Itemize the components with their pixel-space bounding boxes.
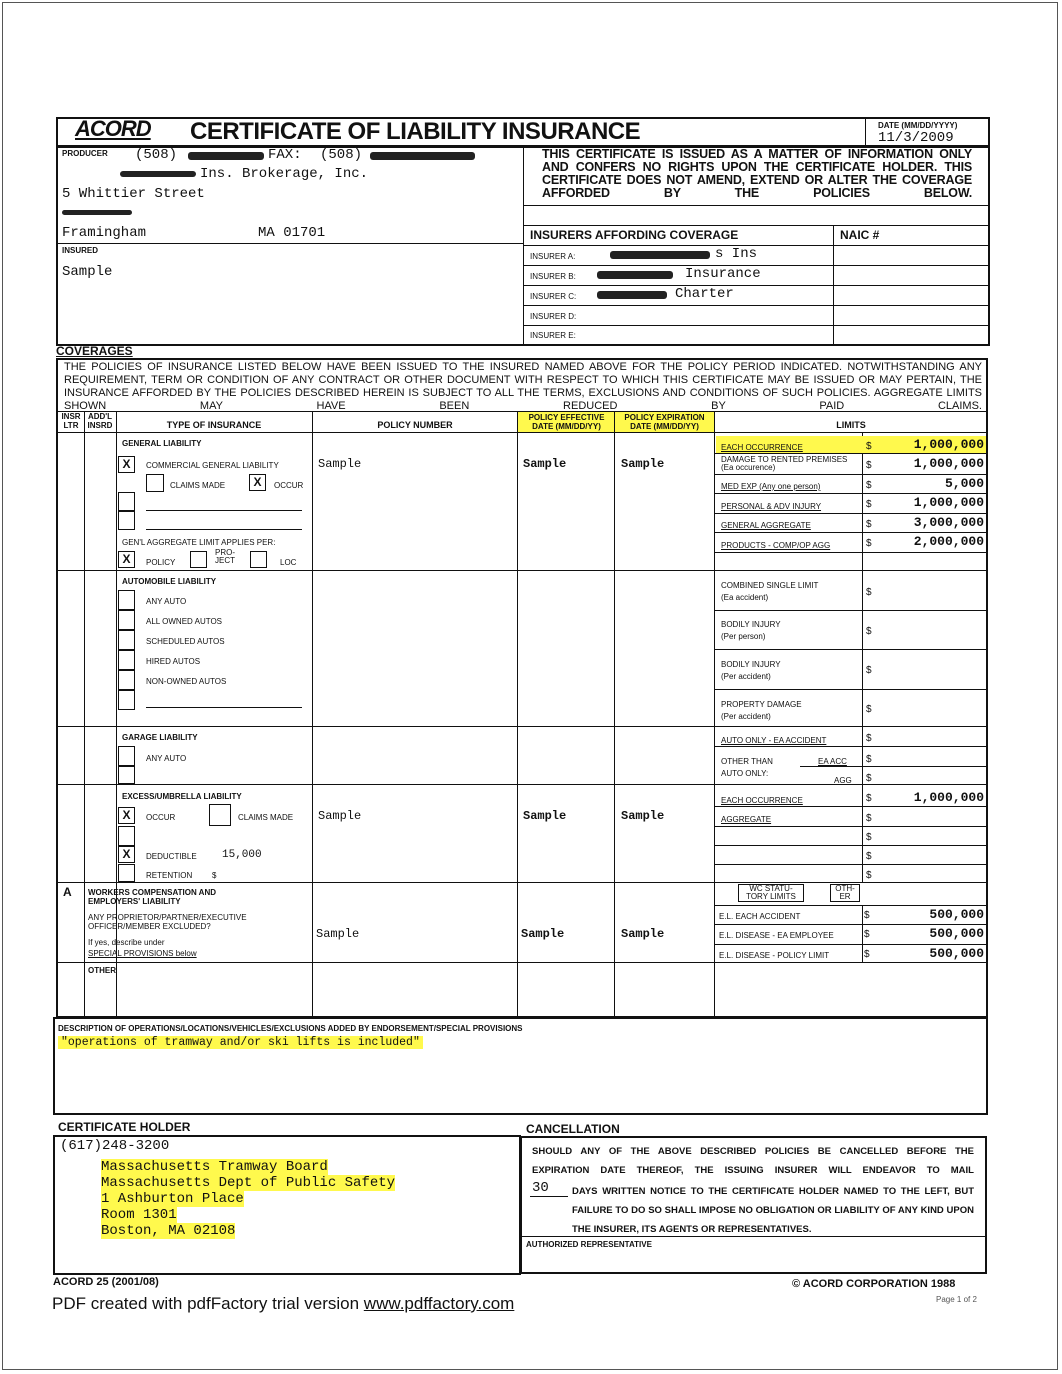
garage-auto-only-label: AUTO ONLY - EA ACCIDENT xyxy=(721,736,827,745)
cancellation-text-1: SHOULD ANY OF THE ABOVE DESCRIBED POLICIES BE CANCELLED BEFORE THE EXPIRATION DATE THEREOF, THE ISSUING INSURER WILL ENDEAVOR TO MAIL xyxy=(532,1146,974,1176)
loc-label: LOC xyxy=(280,558,297,567)
dollar-sign: $ xyxy=(866,832,872,843)
dollar-sign: $ xyxy=(866,626,872,637)
insurer-c-label: INSURER C: xyxy=(530,292,577,301)
limit-row-line xyxy=(715,493,987,494)
garage-any-auto-checkbox[interactable] xyxy=(118,746,135,766)
garage-auto-only2-label: AUTO ONLY: xyxy=(721,769,769,778)
policy-label: POLICY xyxy=(146,558,176,567)
wc-other-box: OTH-ER xyxy=(830,884,860,902)
insurer-a-name: s Ins xyxy=(715,246,758,262)
insurer-e-label: INSURER E: xyxy=(530,331,576,340)
excess-limit-label: EACH OCCURRENCE xyxy=(721,796,803,805)
redaction-mark xyxy=(120,171,196,177)
holder-line: Boston, MA 02108 xyxy=(101,1223,236,1239)
auto-blank-line xyxy=(146,707,302,708)
limit-row-line xyxy=(715,845,987,846)
insurers-header-line xyxy=(524,225,989,226)
gl-policy-number: Sample xyxy=(318,457,362,471)
gl-blank-line xyxy=(146,529,302,530)
excess-occur-label: OCCUR xyxy=(146,813,176,822)
acord-logo: ACORD xyxy=(75,116,151,141)
gl-limit-value: 3,000,000 xyxy=(913,515,984,530)
garage-liability-title: GARAGE LIABILITY xyxy=(122,733,198,742)
auto-option-label: ALL OWNED AUTOS xyxy=(146,617,223,626)
insurer-b-name: Insurance xyxy=(685,266,761,282)
excess-occur-checkbox[interactable]: X xyxy=(118,807,135,824)
excess-claims-made-checkbox[interactable] xyxy=(209,804,231,826)
col-expiration: POLICY EXPIRATION DATE (MM/DD/YY) xyxy=(624,413,705,431)
general-liability-title: GENERAL LIABILITY xyxy=(122,439,202,448)
garage-ea-acc-label: EA ACC xyxy=(818,757,847,766)
authorized-label: AUTHORIZED REPRESENTATIVE xyxy=(526,1240,652,1249)
workers-comp-title: WORKERS COMPENSATION AND EMPLOYERS' LIABILITY xyxy=(88,888,216,906)
date-label: DATE (MM/DD/YYYY) xyxy=(878,121,958,130)
excess-effective-date: Sample xyxy=(523,809,567,823)
col-line xyxy=(614,411,615,1017)
dollar-sign: $ xyxy=(866,441,872,452)
gl-expiration-date: Sample xyxy=(621,457,665,471)
dollar-sign: $ xyxy=(866,519,872,530)
garage-option-checkbox[interactable] xyxy=(118,766,135,784)
auto-option-checkbox[interactable] xyxy=(118,670,135,690)
coverages-heading: COVERAGES xyxy=(56,344,133,358)
col-header-bottom xyxy=(57,432,987,433)
cancellation-days: 30 xyxy=(532,1180,549,1196)
dollar-sign: $ xyxy=(866,460,872,471)
description-label: DESCRIPTION OF OPERATIONS/LOCATIONS/VEHICLES/EXCLUSIONS ADDED BY ENDORSEMENT/SPECIAL PROVISIONS xyxy=(58,1024,523,1033)
form-number: ACORD 25 (2001/08) xyxy=(53,1276,159,1288)
gl-effective-date: Sample xyxy=(523,457,567,471)
col-type: TYPE OF INSURANCE xyxy=(166,420,262,430)
workers-limit-value: 500,000 xyxy=(929,946,984,961)
dollar-sign: $ xyxy=(866,733,872,744)
insurer-row-line xyxy=(524,285,989,286)
workers-limit-value: 500,000 xyxy=(929,926,984,941)
section-line xyxy=(57,882,987,883)
auto-limit-sub: (Per person) xyxy=(721,632,766,641)
auto-limit-sub: (Per accident) xyxy=(721,712,771,721)
workers-if-yes: If yes, describe under xyxy=(88,938,165,947)
col-line xyxy=(714,411,715,1017)
project-label: PRO-JECT xyxy=(215,548,235,565)
gl-limit-label: PRODUCTS - COMP/OP AGG xyxy=(721,541,831,550)
cgl-checkbox[interactable]: X xyxy=(118,456,135,473)
cancellation-label: CANCELLATION xyxy=(526,1122,620,1136)
page-number: Page 1 of 2 xyxy=(936,1295,977,1304)
col-policy-number: POLICY NUMBER xyxy=(377,420,453,430)
limit-row-line xyxy=(715,532,987,533)
auto-limit-sub: (Per accident) xyxy=(721,672,771,681)
dollar-sign: $ xyxy=(866,851,872,862)
gl-limit-value: 2,000,000 xyxy=(913,534,984,549)
certificate-date: 11/3/2009 xyxy=(878,130,954,146)
top-divider xyxy=(523,147,524,345)
claims-made-label: CLAIMS MADE xyxy=(170,481,226,490)
auto-limit-label: BODILY INJURY xyxy=(721,660,781,669)
workers-effective-date: Sample xyxy=(521,927,565,941)
dollar-sign: $ xyxy=(866,499,872,510)
auto-limit-label: BODILY INJURY xyxy=(721,620,781,629)
occur-checkbox[interactable]: X xyxy=(249,474,266,491)
dollar-sign: $ xyxy=(866,813,872,824)
other-title: OTHER xyxy=(88,966,116,975)
workers-limit-label: E.L. DISEASE - EA EMPLOYEE xyxy=(719,931,834,940)
excess-blank-checkbox[interactable] xyxy=(118,826,135,846)
dollar-sign: $ xyxy=(866,587,872,598)
section-line xyxy=(57,726,987,727)
auto-option-label: HIRED AUTOS xyxy=(146,657,201,666)
authorized-line xyxy=(521,1236,986,1237)
producer-state-zip: MA 01701 xyxy=(258,225,326,241)
holder-phone: (617)248-3200 xyxy=(60,1138,170,1154)
holder-line: Massachusetts Tramway Board xyxy=(101,1159,328,1175)
workers-expiration-date: Sample xyxy=(621,927,665,941)
naic-label: NAIC # xyxy=(840,228,880,242)
dollar-sign: $ xyxy=(866,704,872,715)
holder-label: CERTIFICATE HOLDER xyxy=(58,1120,191,1134)
auto-limit-sub: (Ea accident) xyxy=(721,593,769,602)
excess-claims-made-label: CLAIMS MADE xyxy=(238,813,294,822)
insurer-row-line xyxy=(524,305,989,306)
certificate-notice: THIS CERTIFICATE IS ISSUED AS A MATTER OF INFORMATION ONLY AND CONFERS NO RIGHTS UPON THE CERTIFICATE HOLDER. THIS CERTIFICATE DOES NOT AMEND, EXTEND OR ALTER THE COVERAGE AFFORDED BY THE POLICIES BELOW. xyxy=(542,147,972,200)
gl-limit-label: PERSONAL & ADV INJURY xyxy=(721,502,822,511)
gl-limit-value: 5,000 xyxy=(944,476,984,491)
cancellation-text-2: DAYS WRITTEN NOTICE TO THE CERTIFICATE HOLDER NAMED TO THE LEFT, BUT FAILURE TO DO SO SHALL IMPOSE NO OBLIGATION OR LIABILITY OF ANY KIND UPON THE INSURER, ITS AGENTS OR REPRESENTATIVES. xyxy=(572,1186,974,1235)
workers-insurer-letter: A xyxy=(63,885,72,899)
dollar-sign: $ xyxy=(866,754,872,765)
section-line xyxy=(57,570,987,571)
acord-copyright: © ACORD CORPORATION 1988 xyxy=(792,1278,956,1290)
dollar-sign: $ xyxy=(864,910,870,921)
workers-proprietor: ANY PROPRIETOR/PARTNER/EXECUTIVE OFFICER/MEMBER EXCLUDED? xyxy=(88,913,247,931)
deductible-label: DEDUCTIBLE xyxy=(146,852,197,861)
limit-row-line xyxy=(715,513,987,514)
redaction-mark xyxy=(610,251,710,259)
redaction-mark xyxy=(62,210,132,215)
limit-row-line xyxy=(715,689,987,690)
occur-label: OCCUR xyxy=(274,481,304,490)
col-line xyxy=(862,432,863,882)
retention-checkbox[interactable] xyxy=(118,864,135,882)
pdf-watermark-text: PDF created with pdfFactory trial version xyxy=(52,1294,360,1313)
project-checkbox[interactable] xyxy=(190,551,207,568)
col-line xyxy=(312,411,313,1017)
producer-fax: (508) xyxy=(320,147,363,163)
producer-fax-label: FAX: xyxy=(268,147,302,163)
auto-option-label: SCHEDULED AUTOS xyxy=(146,637,225,646)
garage-agg-label: AGG xyxy=(834,776,852,785)
limit-row-line xyxy=(715,924,987,925)
auto-limit-label: COMBINED SINGLE LIMIT xyxy=(721,581,819,590)
insurer-d-label: INSURER D: xyxy=(530,312,577,321)
gl-limit-label: EACH OCCURRENCE xyxy=(721,443,803,452)
excess-policy-number: Sample xyxy=(318,809,362,823)
limit-row-line xyxy=(715,864,987,865)
insurers-top-line xyxy=(524,205,989,206)
limit-row-line xyxy=(715,649,987,650)
document-title: CERTIFICATE OF LIABILITY INSURANCE xyxy=(190,118,641,145)
workers-limit-label: E.L. DISEASE - POLICY LIMIT xyxy=(719,951,830,960)
garage-any-auto-label: ANY AUTO xyxy=(146,754,187,763)
limit-row-line xyxy=(715,826,987,827)
insurer-row-line xyxy=(524,325,989,326)
auto-option-checkbox[interactable] xyxy=(118,630,135,650)
producer-name: Ins. Brokerage, Inc. xyxy=(200,166,369,182)
gl-limit-label: DAMAGE TO RENTED PREMISES (Ea occurence) xyxy=(721,455,848,472)
agg-applies-label: GEN'L AGGREGATE LIMIT APPLIES PER: xyxy=(122,538,276,547)
workers-policy-number: Sample xyxy=(316,927,360,941)
limit-row-line xyxy=(800,766,987,767)
col-limits: LIMITS xyxy=(836,420,866,430)
coverages-statement: THE POLICIES OF INSURANCE LISTED BELOW HAVE BEEN ISSUED TO THE INSURED NAMED ABOVE FOR THE POLICY PERIOD INDICATED. NOTWITHSTANDING ANY REQUIREMENT, TERM OR CONDITION OF ANY CONTRACT OR OTHER DOCUMENT WITH RESPECT TO WHICH THIS CERTIFICATE MAY BE ISSUED OR MAY PERTAIN, THE INSURANCE AFFORDED BY THE POLICIES DESCRIBED HEREIN IS SUBJECT TO ALL THE TERMS, EXCLUSIONS AND CONDITIONS OF SUCH POLICIES. AGGREGATE LIMITS SHOWN MAY HAVE BEEN REDUCED BY PAID CLAIMS. xyxy=(64,361,982,412)
redaction-mark xyxy=(597,291,667,299)
auto-option-checkbox[interactable] xyxy=(118,690,135,710)
garage-other-than-label: OTHER THAN xyxy=(721,757,773,766)
col-line xyxy=(517,411,518,1017)
limit-row-line xyxy=(715,552,987,553)
gl-limit-label: GENERAL AGGREGATE xyxy=(721,521,811,530)
holder-line: 1 Ashburton Place xyxy=(101,1191,244,1207)
dollar-sign: $ xyxy=(866,793,872,804)
producer-city: Framingham xyxy=(62,225,147,241)
workers-limit-label: E.L. EACH ACCIDENT xyxy=(719,912,801,921)
producer-label: PRODUCER xyxy=(62,149,108,158)
excess-liability-title: EXCESS/UMBRELLA LIABILITY xyxy=(122,792,242,801)
insured-label: INSURED xyxy=(62,246,99,255)
holder-line: Room 1301 xyxy=(101,1207,177,1223)
gl-limit-label: MED EXP (Any one person) xyxy=(721,482,821,491)
retention-label: RETENTION xyxy=(146,871,193,880)
col-addl-insrd: ADD'L INSRD xyxy=(87,412,113,430)
limit-row-line xyxy=(715,610,987,611)
dollar-sign: $ xyxy=(866,538,872,549)
limit-row-line xyxy=(715,905,987,906)
gl-option-checkbox[interactable] xyxy=(118,511,135,530)
insurer-b-label: INSURER B: xyxy=(530,272,576,281)
insurers-heading: INSURERS AFFORDING COVERAGE xyxy=(530,228,739,242)
insured-name: Sample xyxy=(62,264,113,280)
insurer-a-label: INSURER A: xyxy=(530,252,576,261)
policy-checkbox[interactable]: X xyxy=(118,551,135,568)
producer-phone: (508) xyxy=(135,147,178,163)
col-line xyxy=(84,411,85,1017)
insurer-c-name: Charter xyxy=(675,286,734,302)
limit-row-line xyxy=(715,746,987,747)
auto-option-checkbox[interactable] xyxy=(118,650,135,670)
limit-row-line xyxy=(715,474,987,475)
auto-option-label: ANY AUTO xyxy=(146,597,187,606)
excess-expiration-date: Sample xyxy=(621,809,665,823)
dollar-sign: $ xyxy=(866,773,872,784)
deductible-value: 15,000 xyxy=(222,849,262,861)
deductible-checkbox[interactable]: X xyxy=(118,846,135,863)
gl-blank-line xyxy=(146,510,302,511)
dollar-sign: $ xyxy=(864,949,870,960)
gl-option-checkbox[interactable] xyxy=(118,492,135,511)
retention-sign: $ xyxy=(212,871,217,880)
cgl-label: COMMERCIAL GENERAL LIABILITY xyxy=(146,461,279,470)
producer-street: 5 Whittier Street xyxy=(62,186,205,202)
pdf-watermark xyxy=(52,1294,514,1314)
gl-limit-value: 1,000,000 xyxy=(913,495,984,510)
pdf-watermark-link[interactable]: www.pdffactory.com xyxy=(363,1294,515,1313)
limit-row-line xyxy=(715,453,987,454)
description-text: "operations of tramway and/or ski lifts is included" xyxy=(58,1036,423,1049)
col-line xyxy=(862,905,863,963)
auto-option-label: NON-OWNED AUTOS xyxy=(146,677,227,686)
excess-limit-value: 1,000,000 xyxy=(913,790,984,805)
dollar-sign: $ xyxy=(864,929,870,940)
limit-row-line xyxy=(715,806,987,807)
limit-row-line xyxy=(715,944,987,945)
dollar-sign: $ xyxy=(866,480,872,491)
workers-limit-value: 500,000 xyxy=(929,907,984,922)
gl-limit-value: 1,000,000 xyxy=(913,437,984,452)
insured-divider xyxy=(57,243,523,244)
col-effective: POLICY EFFECTIVE DATE (MM/DD/YY) xyxy=(528,413,605,431)
auto-liability-title: AUTOMOBILE LIABILITY xyxy=(122,577,217,586)
loc-checkbox[interactable] xyxy=(250,551,267,568)
section-line xyxy=(57,962,987,963)
holder-line: Massachusetts Dept of Public Safety xyxy=(101,1175,396,1191)
cancellation-days-line xyxy=(530,1196,568,1197)
auto-limit-label: PROPERTY DAMAGE xyxy=(721,700,802,709)
claims-made-checkbox[interactable] xyxy=(146,474,164,492)
col-insr-ltr: INSR LTR xyxy=(61,412,81,430)
redaction-mark xyxy=(188,152,264,160)
auto-option-checkbox[interactable] xyxy=(118,610,135,630)
wc-statutory-box: WC STATU-TORY LIMITS xyxy=(738,884,804,902)
workers-special: SPECIAL PROVISIONS below xyxy=(88,949,197,958)
excess-limit-label: AGGREGATE xyxy=(721,815,772,824)
auto-option-checkbox[interactable] xyxy=(118,590,135,610)
dollar-sign: $ xyxy=(866,665,872,676)
redaction-mark xyxy=(370,152,475,160)
date-divider xyxy=(865,118,866,146)
dollar-sign: $ xyxy=(866,870,872,881)
gl-limit-value: 1,000,000 xyxy=(913,456,984,471)
redaction-mark xyxy=(597,271,673,279)
